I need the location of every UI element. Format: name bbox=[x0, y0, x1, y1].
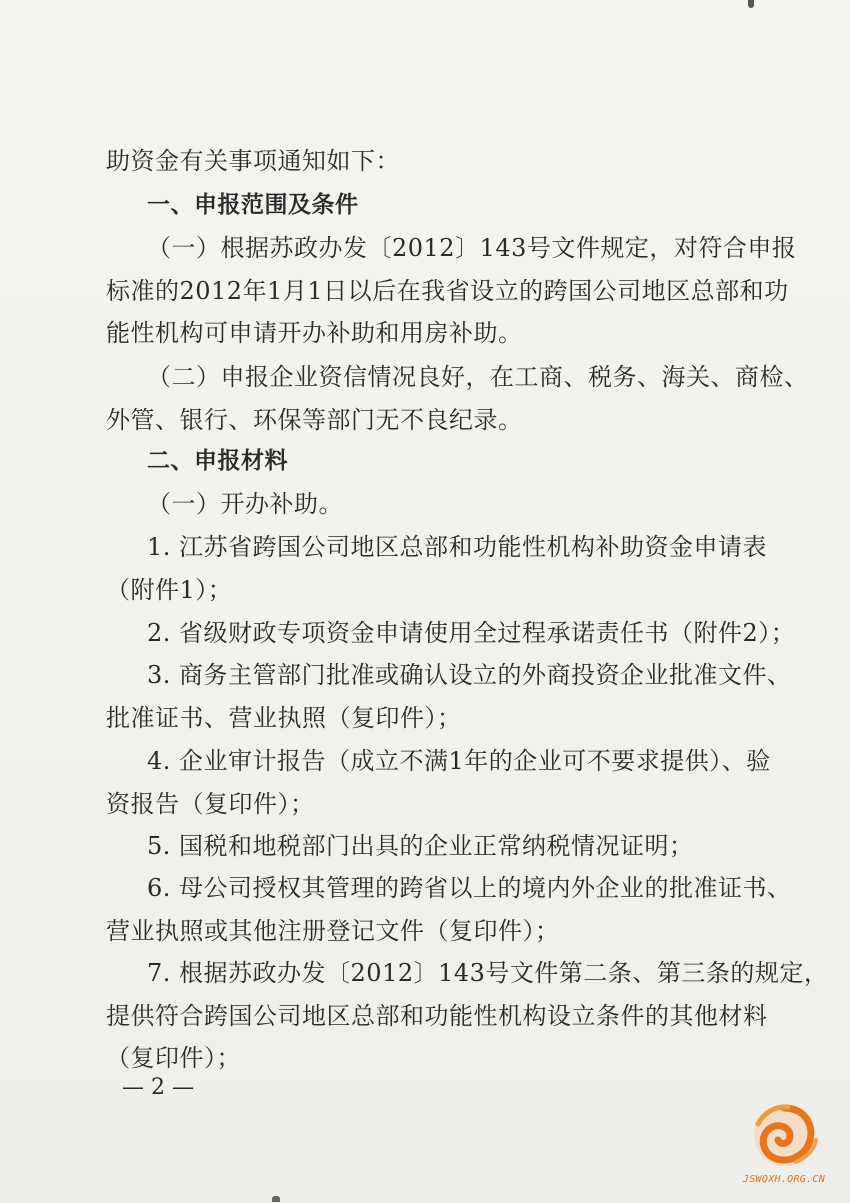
text-line-scope-2b: 外管、银行、环保等部门无不良纪录。 bbox=[106, 406, 523, 434]
text-line-scope-1c: 能性机构可申请开办补助和用房补助。 bbox=[106, 319, 523, 347]
text-line-item-3a: 3. 商务主管部门批准或确认设立的外商投资企业批准文件、 bbox=[147, 661, 792, 689]
text-line-scope-1a: （一）根据苏政办发〔2012〕143号文件规定，对符合申报 bbox=[147, 234, 797, 262]
heading-materials: 二、申报材料 bbox=[147, 448, 288, 474]
text-line-intro: 助资金有关事项通知如下： bbox=[106, 147, 400, 175]
text-line-item-4a: 4. 企业审计报告（成立不满1年的企业可不要求提供）、验 bbox=[147, 747, 771, 775]
text-line-item-1a: 1. 江苏省跨国公司地区总部和功能性机构补助资金申请表 bbox=[147, 533, 768, 561]
text-line-item-4b: 资报告（复印件）； bbox=[106, 790, 315, 818]
text-line-item-6b: 营业执照或其他注册登记文件（复印件）； bbox=[106, 917, 560, 945]
watermark-logo bbox=[738, 1098, 830, 1194]
text-line-item-2: 2. 省级财政专项资金申请使用全过程承诺责任书（附件2）； bbox=[147, 619, 796, 647]
text-line-scope-2a: （二）申报企业资信情况良好，在工商、税务、海关、商检、 bbox=[147, 363, 809, 391]
text-line-subsidy-title: （一）开办补助。 bbox=[147, 490, 343, 518]
heading-scope: 一、申报范围及条件 bbox=[147, 192, 359, 218]
text-line-scope-1b: 标准的2012年1月1日以后在我省设立的跨国公司地区总部和功 bbox=[106, 277, 789, 305]
text-line-item-7b: 提供符合跨国公司地区总部和功能性机构设立条件的其他材料 bbox=[106, 1002, 768, 1030]
watermark-text: JSWQXH.ORG.CN bbox=[742, 1174, 826, 1185]
text-line-item-5: 5. 国税和地税部门出具的企业正常纳税情况证明； bbox=[147, 832, 694, 860]
text-line-item-3b: 批准证书、营业执照（复印件）； bbox=[106, 704, 462, 732]
text-line-item-6a: 6. 母公司授权其管理的跨省以上的境内外企业的批准证书、 bbox=[147, 874, 792, 902]
swirl-logo-icon bbox=[738, 1098, 830, 1174]
text-line-item-7c: （复印件）； bbox=[106, 1044, 241, 1072]
scan-edge-mark bbox=[748, 0, 754, 8]
text-line-item-7a: 7. 根据苏政办发〔2012〕143号文件第二条、第三条的规定， bbox=[147, 959, 829, 987]
scan-bottom-mark bbox=[272, 1196, 280, 1202]
text-line-item-1b: （附件1）； bbox=[106, 576, 233, 604]
page-number: — 2 — bbox=[122, 1075, 194, 1100]
